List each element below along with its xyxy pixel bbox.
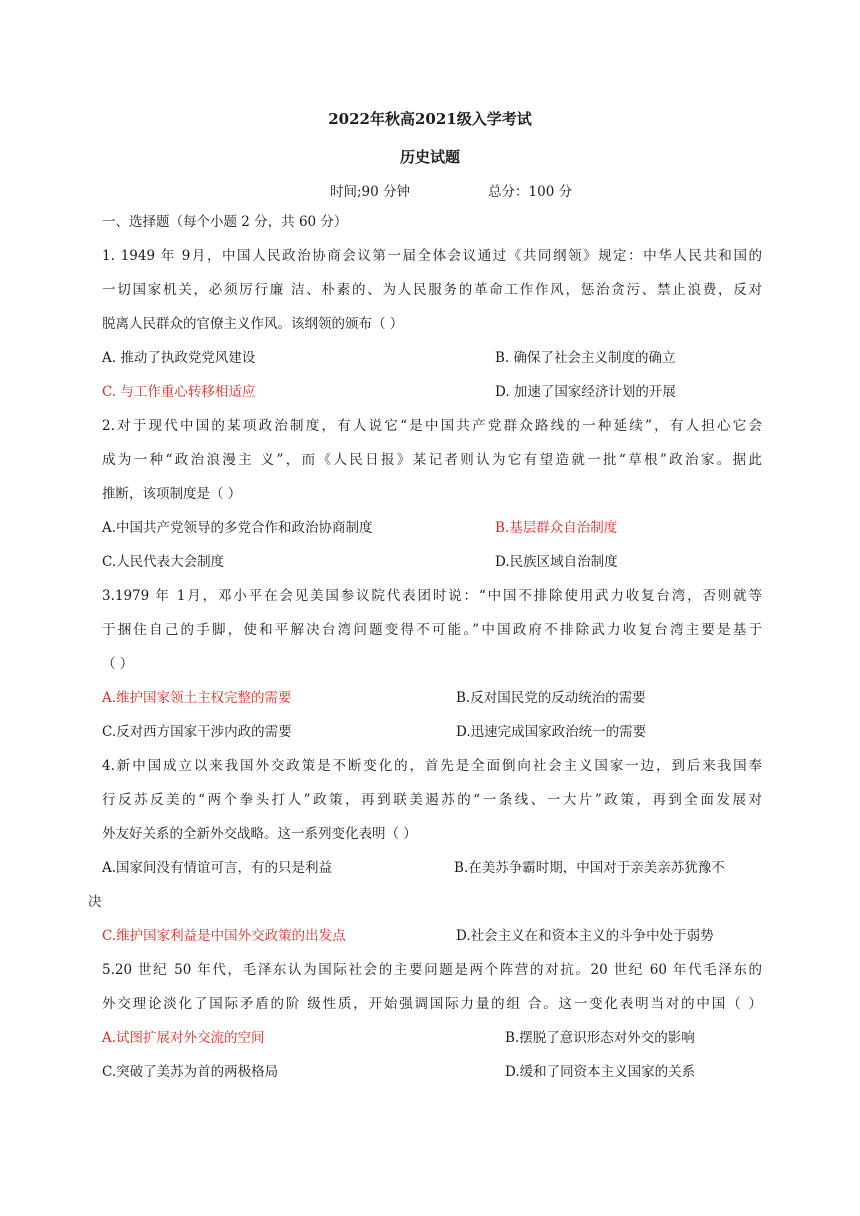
question-stem-line: 一切国家机关，必须厉行廉 洁、朴素的、为人民服务的革命工作作风，惩治贪污、禁止浪费，反对 (102, 282, 762, 298)
option-a: A. 推动了执政党党风建设 (102, 350, 256, 366)
option-b: B. 确保了社会主义制度的确立 (495, 350, 676, 366)
option-d: D.社会主义在和资本主义的斗争中处于弱势 (456, 928, 714, 944)
option-c-correct: C. 与工作重心转移相适应 (102, 384, 256, 400)
section-heading: 一、选择题（每个小题 2 分，共 60 分） (102, 214, 348, 230)
question-stem-line: 脱离人民群众的官僚主义作风。该纲领的颁布（ ） (102, 316, 404, 332)
option-row (102, 1062, 762, 1096)
question-stem-line: 行反苏反美的“两个拳头打人”政策，再到联美遏苏的“一条线、一大片”政策，再到全面发展对 (102, 792, 762, 808)
exam-meta (330, 180, 572, 200)
option-c: C.突破了美苏为首的两极格局 (102, 1064, 279, 1080)
option-d: D. 加速了国家经济计划的开展 (495, 384, 676, 400)
option-row (102, 552, 762, 586)
question-4 (88, 756, 762, 960)
exam-time: 时间;90 分钟 (330, 184, 411, 200)
option-b: B.摆脱了意识形态对外交的影响 (505, 1030, 695, 1046)
option-row (102, 518, 762, 552)
question-stem-line: 成为一种“政治浪漫主 义”，而《人民日报》某记者则认为它有望造就一批“草根”政治家。据此 (102, 452, 762, 468)
option-row (102, 722, 762, 756)
option-row (102, 348, 762, 382)
option-row (102, 382, 762, 416)
option-b: B.在美苏争霸时期，中国对于亲美亲苏犹豫不 (454, 860, 725, 876)
question-stem-line: 2.对于现代中国的某项政治制度，有人说它“是中国共产党群众路线的一种延续”，有人担心它会 (102, 418, 762, 434)
question-stem-line: （ ） (102, 656, 134, 672)
question-stem-line: 3.1979 年 1月，邓小平在会见美国参议院代表团时说：“中国不排除使用武力收复台湾，否则就等 (102, 588, 762, 604)
exam-title: 2022年秋高2021级入学考试 (328, 110, 532, 128)
exam-total-score: 总分：100 分 (488, 184, 573, 200)
question-stem-line: 5.20 世纪 50 年代，毛泽东认为国际社会的主要问题是两个阵营的对抗。20 世纪 60 年代毛泽东的 (102, 962, 762, 978)
option-row (102, 858, 762, 892)
option-c-correct: C.维护国家利益是中国外交政策的出发点 (102, 928, 346, 944)
question-stem-line: 于捆住自己的手脚，使和平解决台湾问题变得不可能。”中国政府不排除武力收复台湾主要是基于 (102, 622, 762, 638)
option-c: C.反对西方国家干涉内政的需要 (102, 724, 292, 740)
option-row (102, 688, 762, 722)
option-a: A.中国共产党领导的多党合作和政治协商制度 (102, 520, 373, 536)
option-b-continuation: 决 (88, 894, 102, 910)
option-row (102, 926, 762, 960)
option-b-correct: B.基层群众自治制度 (495, 520, 618, 536)
question-5 (102, 960, 762, 1096)
option-a-correct: A.维护国家领土主权完整的需要 (102, 690, 292, 706)
question-3 (102, 586, 762, 756)
option-row (88, 892, 762, 926)
question-stem-line: 外交理论淡化了国际矛盾的阶 级性质，开始强调国际力量的组 合。这一变化表明当对的中国（ ） (102, 996, 762, 1012)
question-stem-line: 1. 1949 年 9月，中国人民政治协商会议第一届全体会议通过《共同纲领》规定：中华人民共和国的 (102, 248, 762, 264)
option-a-correct: A.试图扩展对外交流的空间 (102, 1030, 265, 1046)
question-stem-line: 外友好关系的全新外交战略。这一系列变化表明（ ） (102, 826, 417, 842)
option-row (102, 1028, 762, 1062)
question-1 (102, 246, 762, 416)
option-b: B.反对国民党的反动统治的需要 (456, 690, 646, 706)
option-d: D.缓和了同资本主义国家的关系 (505, 1064, 696, 1080)
exam-subject: 历史试题 (399, 148, 460, 166)
option-a: A.国家间没有情谊可言，有的只是利益 (102, 860, 333, 876)
question-stem-line: 4.新中国成立以来我国外交政策是不断变化的，首先是全面倒向社会主义国家一边，到后来我国奉 (102, 758, 762, 774)
option-d: D.迅速完成国家政治统一的需要 (456, 724, 647, 740)
question-2 (102, 416, 762, 586)
option-d: D.民族区域自治制度 (495, 554, 618, 570)
option-c: C.人民代表大会制度 (102, 554, 225, 570)
question-stem-line: 推断，该项制度是（ ） (102, 486, 242, 502)
exam-content (88, 212, 762, 1096)
